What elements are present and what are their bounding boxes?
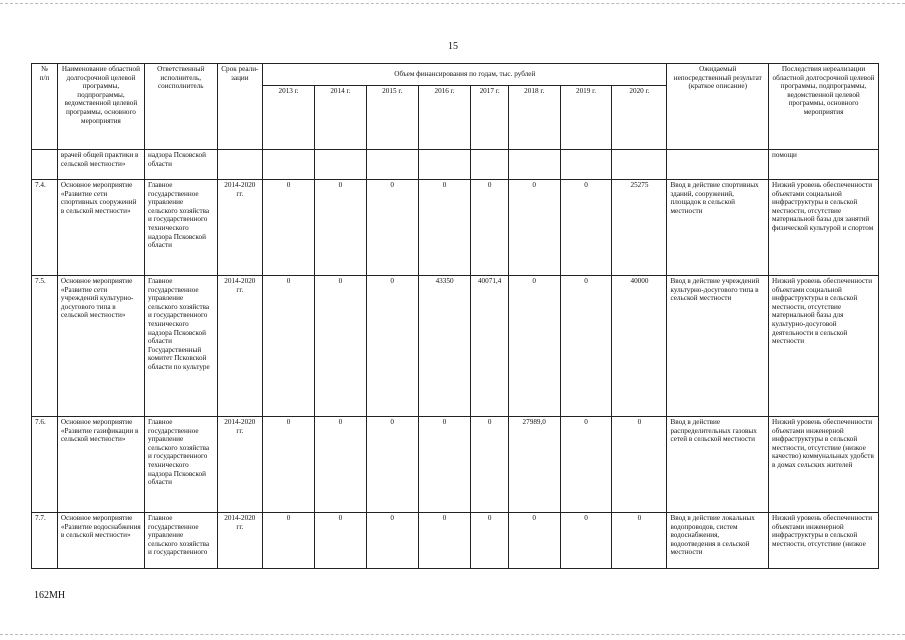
- cell-value: 0: [418, 180, 471, 276]
- cell-value: [263, 150, 315, 180]
- cell-value: 25275: [612, 180, 667, 276]
- header-year: 2014 г.: [314, 86, 366, 150]
- cell-value: 27989,0: [508, 417, 560, 513]
- cell-value: 0: [508, 180, 560, 276]
- cell-value: 0: [560, 276, 612, 417]
- header-funding: Объем финансирования по годам, тыс. рублей: [263, 64, 667, 86]
- cell-value: [612, 150, 667, 180]
- cell-value: 40000: [612, 276, 667, 417]
- cell-name: Основное мероприятие «Развитие сети спортивных сооружений в сельской местности»: [57, 180, 144, 276]
- cell-value: 40071,4: [471, 276, 508, 417]
- header-name: Наименование областной долгосрочной целевой программы, подпрограммы, ведомственной целевой программы, основного мероприятия: [57, 64, 144, 150]
- table-row: [32, 150, 879, 180]
- header-year: 2018 г.: [508, 86, 560, 150]
- table-row: [32, 180, 879, 276]
- cell-value: 0: [471, 513, 508, 569]
- page-number: 15: [448, 41, 458, 52]
- cell-term: 2014-2020 гг.: [217, 276, 263, 417]
- cell-value: 0: [560, 513, 612, 569]
- cell-value: 0: [560, 417, 612, 513]
- cell-value: 0: [263, 180, 315, 276]
- cell-result: [667, 150, 769, 180]
- document-code: 162МН: [34, 590, 66, 601]
- cell-value: 0: [263, 276, 315, 417]
- cell-name: врачей общей практики в сельской местности»: [57, 150, 144, 180]
- header-term: Срок реали-зации: [217, 64, 263, 150]
- cell-name: Основное мероприятие «Развитие сети учреждений культурно-досугового типа в сельской местности»: [57, 276, 144, 417]
- header-year: 2016 г.: [418, 86, 471, 150]
- cell-num: [32, 150, 58, 180]
- cell-value: 43350: [418, 276, 471, 417]
- header-year: 2020 г.: [612, 86, 667, 150]
- cell-consequences: Низкий уровень обеспеченности объектами инженерной инфраструктуры в сельской местности, отсутствие (низкое качество) коммунальных удобств в домах сельских жителей: [769, 417, 879, 513]
- cell-result: Ввод в действие учреждений культурно-досугового типа в сельской местности: [667, 276, 769, 417]
- cell-term: 2014-2020 гг.: [217, 417, 263, 513]
- header-year: 2019 г.: [560, 86, 612, 150]
- cell-executor: Главное государственное управление сельского хозяйства и государственного технического надзора Псковской области Государственный комитет Псковской области по культуре: [144, 276, 217, 417]
- cell-value: 0: [263, 417, 315, 513]
- cell-value: 0: [471, 180, 508, 276]
- header-year: 2013 г.: [263, 86, 315, 150]
- cell-num: 7.5.: [32, 276, 58, 417]
- cell-value: 0: [314, 180, 366, 276]
- cell-value: [560, 150, 612, 180]
- cell-value: 0: [366, 513, 418, 569]
- cell-term: [217, 150, 263, 180]
- cell-value: [418, 150, 471, 180]
- cell-consequences: Низкий уровень обеспеченности объектами социальной инфраструктуры в сельской местности, отсутствие материальной базы для занятий физической культурой и спортом: [769, 180, 879, 276]
- header-year: 2017 г.: [471, 86, 508, 150]
- cell-result: Ввод в действие спортивных зданий, сооружений, площадок в сельской местности: [667, 180, 769, 276]
- cell-value: 0: [508, 513, 560, 569]
- cell-term: 2014-2020 гг.: [217, 513, 263, 569]
- cell-value: 0: [314, 417, 366, 513]
- cell-result: Ввод в действие локальных водопроводов, систем водоснабжения, водоотведения в сельской местности: [667, 513, 769, 569]
- scan-edge-bottom: [0, 634, 905, 635]
- cell-num: 7.6.: [32, 417, 58, 513]
- cell-executor: Главное государственное управление сельского хозяйства и государственного технического надзора Псковской области: [144, 180, 217, 276]
- cell-consequences: Низкий уровень обеспеченности объектами инженерной инфраструктуры в сельской местности, отсутствие (низкое: [769, 513, 879, 569]
- cell-value: [314, 150, 366, 180]
- cell-value: 0: [263, 513, 315, 569]
- cell-value: [508, 150, 560, 180]
- scan-edge-top: [0, 3, 905, 4]
- cell-num: 7.7.: [32, 513, 58, 569]
- cell-value: 0: [366, 180, 418, 276]
- cell-value: 0: [418, 417, 471, 513]
- cell-executor: Главное государственное управление сельского хозяйства и государственного технического надзора Псковской области: [144, 417, 217, 513]
- cell-name: Основное мероприятие «Развитие газификации в сельской местности»: [57, 417, 144, 513]
- cell-value: 0: [314, 276, 366, 417]
- cell-value: 0: [418, 513, 471, 569]
- cell-consequences: помощи: [769, 150, 879, 180]
- cell-name: Основное мероприятие «Развитие водоснабжения в сельской местности»: [57, 513, 144, 569]
- cell-executor: Главное государственное управление сельского хозяйства и государственного: [144, 513, 217, 569]
- cell-value: [366, 150, 418, 180]
- header-consequences: Последствия нереализации областной долгосрочной целевой программы, подпрограммы, ведомственной целевой программы, основного мероприятия: [769, 64, 879, 150]
- cell-value: 0: [612, 513, 667, 569]
- funding-table: [31, 63, 879, 569]
- cell-value: 0: [366, 276, 418, 417]
- cell-value: 0: [508, 276, 560, 417]
- cell-result: Ввод в действие распределительных газовых сетей в сельской местности: [667, 417, 769, 513]
- table-row: [32, 276, 879, 417]
- cell-executor: надзора Псковской области: [144, 150, 217, 180]
- header-num: № п/п: [32, 64, 58, 150]
- cell-value: 0: [471, 417, 508, 513]
- header-executor: Ответственный исполнитель, соисполнитель: [144, 64, 217, 150]
- cell-value: 0: [560, 180, 612, 276]
- table-row: [32, 417, 879, 513]
- table-row: [32, 513, 879, 569]
- cell-value: [471, 150, 508, 180]
- cell-consequences: Низкий уровень обеспеченности объектами социальной инфраструктуры в сельской местности, отсутствие материальной базы для культурно-досуговой деятельности в сельской местности: [769, 276, 879, 417]
- cell-value: 0: [366, 417, 418, 513]
- header-result: Ожидаемый непосредственный результат (краткое описание): [667, 64, 769, 150]
- cell-term: 2014-2020 гг.: [217, 180, 263, 276]
- cell-value: 0: [314, 513, 366, 569]
- header-year: 2015 г.: [366, 86, 418, 150]
- cell-num: 7.4.: [32, 180, 58, 276]
- cell-value: 0: [612, 417, 667, 513]
